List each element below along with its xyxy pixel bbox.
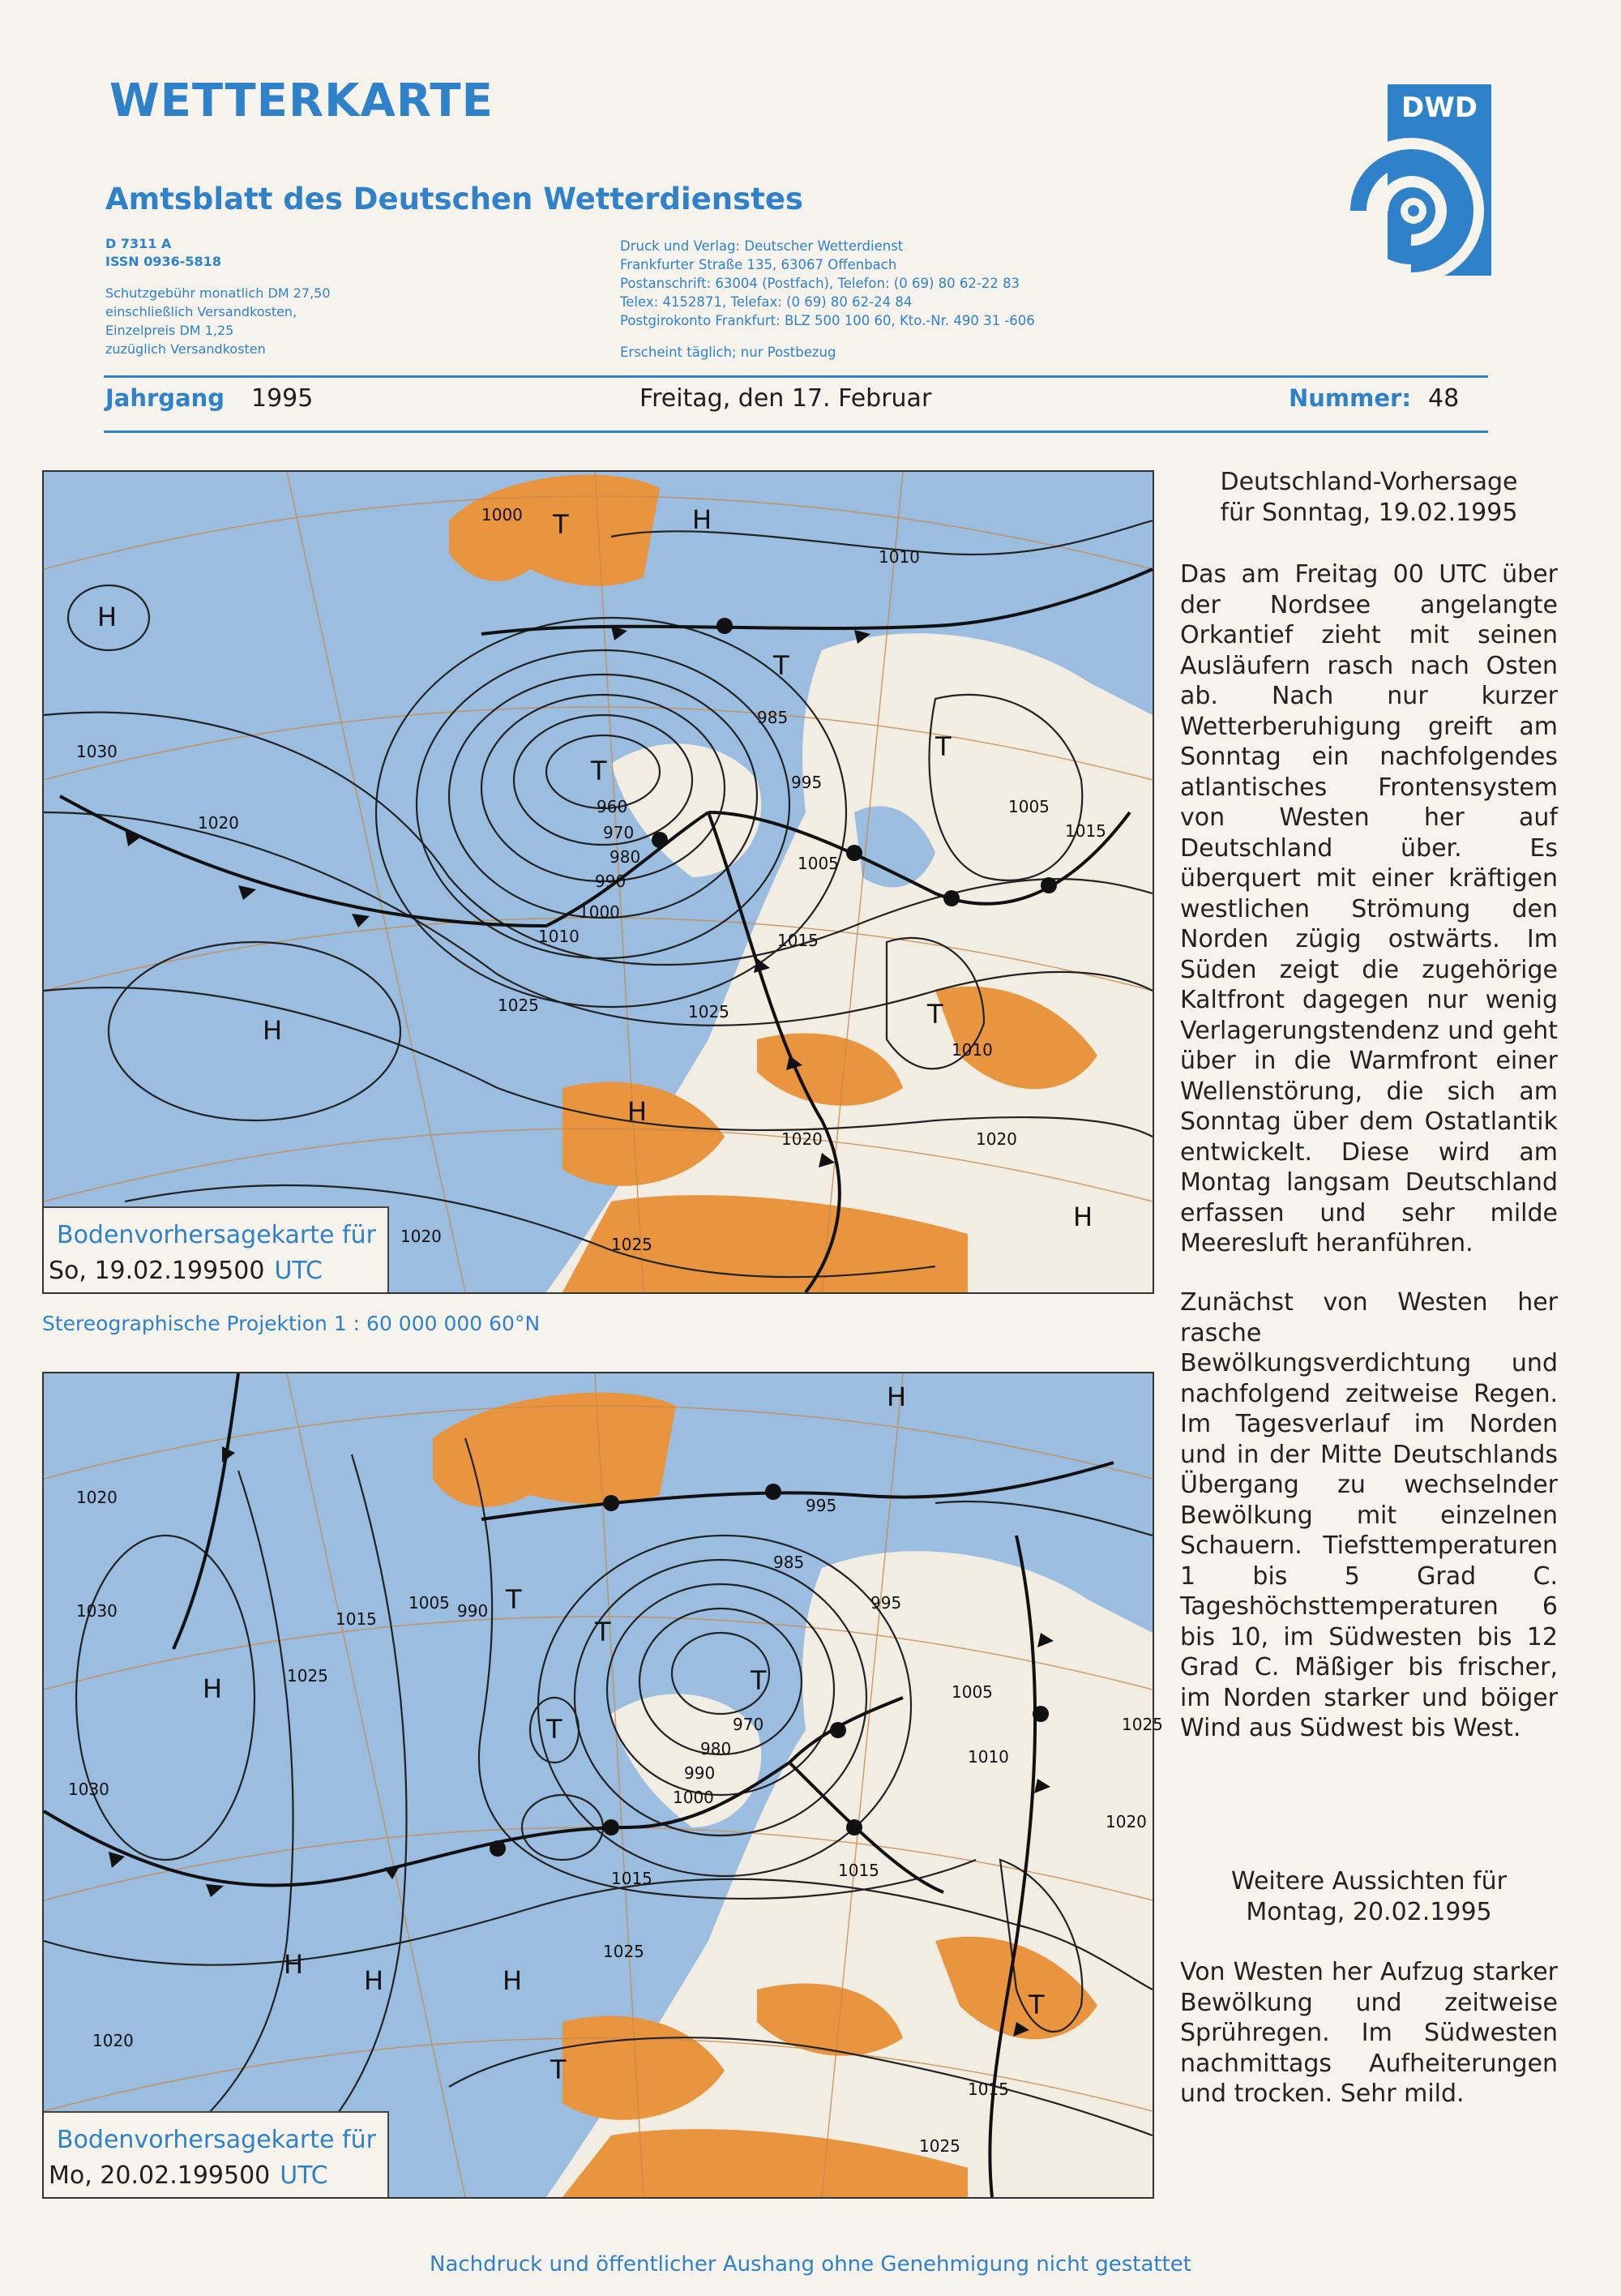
isobar-label: 1015 — [968, 2080, 1009, 2099]
isobar-label: 1020 — [400, 1227, 442, 1246]
map-utc: UTC — [274, 1257, 323, 1285]
publisher-line: Postgirokonto Frankfurt: BLZ 500 100 60, Kto.-Nr. 490 31 -606 — [620, 313, 1035, 328]
pressure-center-label: H — [503, 1965, 523, 1996]
map-caption-title: Bodenvorhersagekarte für — [57, 2126, 376, 2154]
pressure-center-label: T — [553, 509, 569, 540]
isobar-label: 980 — [700, 1739, 732, 1758]
publisher-line: Telex: 4152871, Telefax: (0 69) 80 62-24 84 — [620, 294, 913, 310]
year-label: Jahrgang — [105, 384, 225, 412]
outlook-heading — [1180, 1866, 1558, 1927]
isobar-label: 1015 — [611, 1869, 652, 1888]
header-rule-top — [104, 375, 1488, 378]
publisher-line: Druck und Verlag: Deutscher Wetterdienst — [620, 238, 904, 254]
isobar-label: 1005 — [952, 1682, 993, 1702]
forecast-heading — [1180, 467, 1558, 528]
map-caption-date — [49, 1257, 323, 1285]
pressure-center-label: H — [284, 1949, 304, 1980]
map-caption-box — [44, 1206, 389, 1292]
header-rule-bottom — [104, 430, 1488, 433]
forecast-heading-line: für Sonntag, 19.02.1995 — [1220, 498, 1518, 527]
isobar-label: 1020 — [198, 813, 239, 833]
isobar-label: 1025 — [1122, 1715, 1163, 1734]
isobar-label: 1020 — [781, 1129, 823, 1149]
outlook-heading-line: Montag, 20.02.1995 — [1246, 1897, 1492, 1926]
issued-note: Erscheint täglich; nur Postbezug — [620, 345, 836, 360]
fee-line: Schutzgebühr monatlich DM 27,50 — [105, 285, 331, 301]
map-utc: UTC — [280, 2161, 328, 2190]
isobar-label: 1005 — [798, 854, 839, 873]
isobar-label: 995 — [791, 773, 823, 792]
map-time: 00 — [233, 1257, 265, 1285]
isobar-label: 1015 — [838, 1861, 879, 1880]
logo-text: DWD — [1401, 92, 1478, 124]
forecast-heading-line: Deutschland-Vorhersage — [1220, 468, 1518, 496]
id-line: ISSN 0936-5818 — [105, 254, 221, 269]
fee-line: Einzelpreis DM 1,25 — [105, 323, 234, 338]
isobar-label: 1010 — [879, 547, 920, 567]
outlook-text: Von Westen her Aufzug starker Bewölkung und zeitweise Sprühregen. Im Südwesten nachmittags Aufheiterungen und trocken. Sehr mild. — [1180, 1958, 1558, 2108]
issn-block — [105, 235, 221, 271]
isobar-label: 1020 — [1106, 1812, 1147, 1831]
isobar-label: 995 — [870, 1593, 902, 1613]
issue-date: Freitag, den 17. Februar — [639, 384, 932, 413]
id-line: D 7311 A — [105, 236, 172, 251]
fee-block — [105, 284, 331, 358]
forecast-paragraph-1: Das am Freitag 00 UTC über der Nordsee angelangte Orkantief zieht mit seinen Ausläufern rasch nach Osten ab. Nach nur kurzer Wetterberuhigung greift am Sonntag ein nachfolgendes atlantisches Frontensystem von Westen her auf Deutschland über. Es überquert mit einer kräftigen westlichen Strömung den Norden zügig ostwärts. Im Süden zeigt die zugehörige Kaltfront dagegen nur wenig Verlagerungstendenz und geht über in die Warmfront einer Wellenstörung, die sich am Sonntag über dem Ostatlantik entwickelt. Diese wird am Montag langsam Deutschland erfassen und sehr milde Meeresluft heranführen. — [1180, 560, 1558, 1257]
forecast-map-sunday — [42, 470, 1154, 1294]
isobar-label: 990 — [684, 1763, 716, 1783]
isobar-label: 990 — [595, 872, 627, 891]
isobar-label: 1025 — [603, 1942, 644, 1961]
page-title: WETTERKARTE — [109, 75, 494, 127]
isobar-label: 1020 — [92, 2031, 134, 2050]
map-svg — [44, 472, 1153, 1292]
isobar-label: 980 — [609, 847, 641, 867]
isobar-label: 1030 — [76, 1601, 118, 1621]
forecast-paragraph-2: Zunächst von Westen her rasche Bewölkungsverdichtung und nachfolgend zeitweise Regen. Im Tagesverlauf im Norden und in der Mitte Deutschlands Übergang zu wechselnder Bewölkung mit einzelnen Schauern. Tiefsttemperaturen 1 bis 5 Grad C. Tageshöchsttemperaturen 6 bis 10, im Südwesten bis 12 Grad C. Mäßiger bis frischer, im Norden starker und böiger Wind aus Südwest bis West. — [1180, 1288, 1558, 1742]
pressure-center-label: T — [506, 1584, 522, 1615]
fee-line: einschließlich Versandkosten, — [105, 304, 297, 319]
isobar-label: 1025 — [919, 2136, 960, 2156]
pressure-center-label: T — [595, 1617, 611, 1647]
pressure-center-label: H — [364, 1965, 384, 1996]
projection-note: Stereographische Projektion 1 : 60 000 000 60°N — [42, 1312, 541, 1335]
isobar-label: 1005 — [408, 1593, 450, 1613]
isobar-label: 1000 — [579, 902, 620, 922]
publisher-line: Frankfurter Straße 135, 63067 Offenbach — [620, 257, 897, 272]
isobar-label: 1030 — [68, 1780, 109, 1799]
pressure-center-label: H — [887, 1381, 907, 1412]
isobar-label: 1010 — [538, 927, 580, 946]
isobar-label: 1015 — [777, 931, 819, 950]
isobar-label: 1015 — [1065, 821, 1106, 841]
pressure-center-label: H — [203, 1673, 223, 1704]
isobar-label: 985 — [757, 708, 789, 727]
subtitle: Amtsblatt des Deutschen Wetterdienstes — [105, 182, 803, 216]
publisher-line: Postanschrift: 63004 (Postfach), Telefon: (0 69) 80 62-22 83 — [620, 276, 1020, 291]
map-caption-title: Bodenvorhersagekarte für — [57, 1221, 376, 1249]
isobar-label: 1015 — [336, 1609, 377, 1629]
outlook-heading-line: Weitere Aussichten für — [1231, 1867, 1507, 1895]
isobar-label: 1020 — [976, 1129, 1017, 1149]
isobar-label: 970 — [733, 1715, 764, 1734]
pressure-center-label: H — [97, 602, 118, 632]
map-time: 00 — [239, 2161, 271, 2190]
isobar-label: 990 — [457, 1601, 489, 1621]
pressure-center-label: T — [751, 1665, 767, 1696]
isobar-label: 960 — [597, 797, 628, 816]
pressure-center-label: H — [1073, 1202, 1093, 1232]
isobar-label: 1025 — [611, 1235, 652, 1254]
isobar-label: 1010 — [968, 1747, 1009, 1767]
pressure-center-label: T — [935, 731, 952, 762]
pressure-center-label: T — [927, 999, 943, 1030]
forecast-map-monday — [42, 1372, 1163, 2199]
publisher-block — [620, 237, 1035, 330]
number-label: Nummer: — [1289, 384, 1411, 412]
isobar-label: 1010 — [952, 1040, 993, 1060]
year-value: 1995 — [251, 384, 314, 413]
isobar-label: 1000 — [673, 1788, 714, 1807]
pressure-center-label: T — [550, 2054, 567, 2085]
map-date: Mo, 20.02.1995 — [49, 2161, 240, 2190]
dwd-logo — [1326, 81, 1496, 284]
pressure-center-label: T — [546, 1714, 562, 1745]
isobar-label: 1030 — [76, 742, 118, 761]
fee-line: zuzüglich Versandkosten — [105, 341, 266, 357]
map-date: So, 19.02.1995 — [49, 1257, 234, 1285]
pressure-center-label: H — [627, 1096, 648, 1127]
isobar-label: 1005 — [1008, 797, 1050, 816]
isobar-label: 995 — [806, 1496, 837, 1515]
isobar-label: 1025 — [287, 1666, 328, 1686]
pressure-center-label: T — [591, 756, 607, 786]
isobar-label: 985 — [773, 1553, 805, 1572]
footer-note: Nachdruck und öffentlicher Aushang ohne Genehmigung nicht gestattet — [430, 2252, 1191, 2277]
isobar-label: 1020 — [76, 1488, 118, 1507]
pressure-center-label: H — [263, 1015, 283, 1046]
pressure-center-label: T — [1029, 1990, 1045, 2020]
isobar-label: 1000 — [481, 505, 523, 525]
map-caption-date — [49, 2161, 328, 2190]
pressure-center-label: T — [773, 650, 789, 681]
isobar-label: 1025 — [498, 996, 539, 1015]
map-caption-box — [44, 2111, 389, 2197]
map-svg — [44, 1373, 1163, 2197]
isobar-label: 970 — [603, 823, 635, 842]
number-value: 48 — [1428, 384, 1460, 413]
isobar-label: 1025 — [688, 1002, 729, 1022]
pressure-center-label: H — [692, 504, 712, 535]
